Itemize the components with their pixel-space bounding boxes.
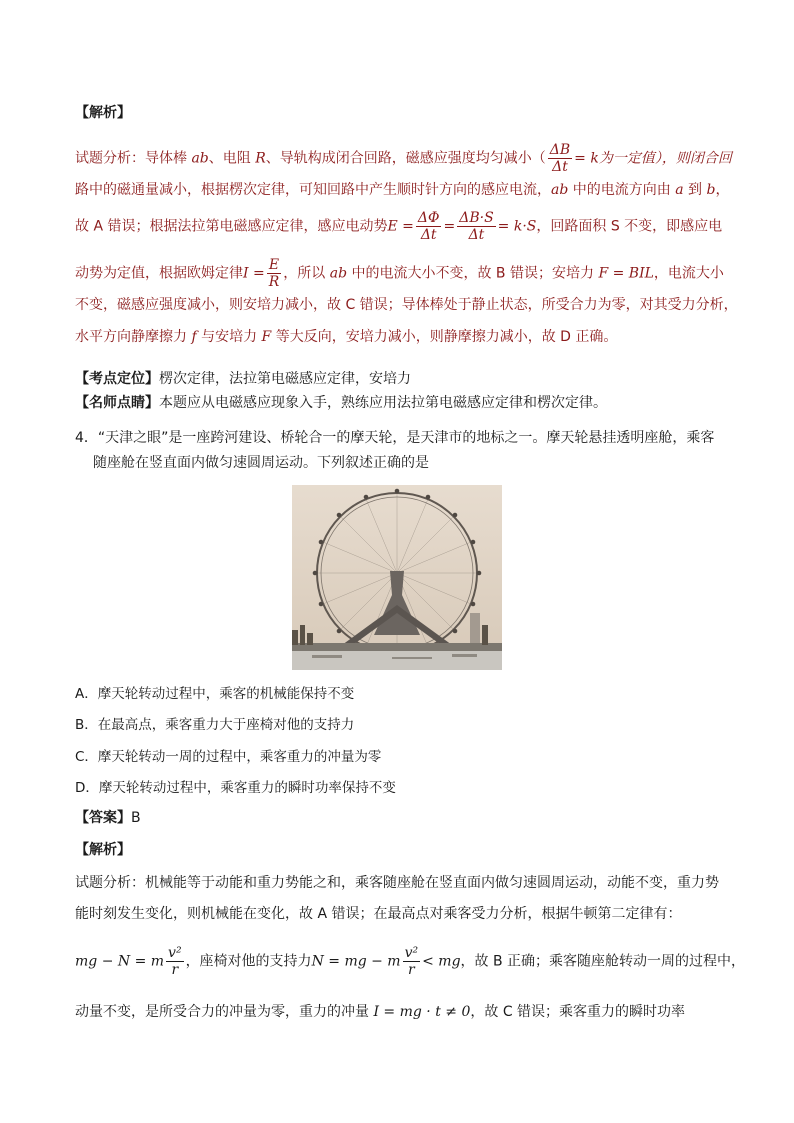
kaodian-line: 【考点定位】楞次定律，法拉第电磁感应定律，安培力: [75, 371, 411, 387]
mingshi-line: 【名师点睛】本题应从电磁感应现象入手，熟练应用法拉第电磁感应定律和楞次定律。: [75, 395, 607, 411]
option-a: A．摩天轮转动过程中，乘客的机械能保持不变: [75, 686, 355, 702]
question-4-line-1: 4．“天津之眼”是一座跨河建设、桥轮合一的摩天轮，是天津市的地标之一。摩天轮悬挂透明座舱，乘客: [75, 430, 715, 446]
answer-line: 【答案】B: [75, 810, 141, 826]
analysis-line-6: 水平方向静摩擦力 f 与安培力 F 等大反向，安培力减小，则静摩擦力减小，故 D 正确。: [75, 329, 618, 345]
analysis-line-3: 故 A 错误；根据法拉第电磁感应定律，感应电动势E = $\frac{\Delta\Phi}{\Delta t}$ = $\frac{\Delta B\cdot S}{\Delta t}$ = k·S，回路面积 S 不变，即感应电: [75, 210, 723, 243]
option-d: D．摩天轮转动过程中，乘客重力的瞬时功率保持不变: [75, 780, 396, 796]
analysis-2-line-4: 动量不变，是所受合力的冲量为零，重力的冲量 I = mg · t ≠ 0，故 C 错误；乘客重力的瞬时功率: [75, 1004, 686, 1020]
analysis-line-5: 不变，磁感应强度减小，则安培力减小，故 C 错误；导体棒处于静止状态，所受合力为零，对其受力分析，: [75, 297, 738, 313]
analysis-line-1: 试题分析：导体棒 ab、电阻 R、导轨构成闭合回路，磁感应强度均匀减小（ $\frac{\Delta B}{\Delta t}$ = k为一定值），则闭合回: [75, 142, 732, 175]
analysis-2-heading: 【解析】: [75, 842, 131, 858]
analysis-line-2: 路中的磁通量减小，根据楞次定律，可知回路中产生顺时针方向的感应电流，ab 中的电流方向由 a 到 b，: [75, 182, 730, 198]
option-b: B．在最高点，乘客重力大于座椅对他的支持力: [75, 717, 355, 733]
analysis-2-line-2: 能时刻发生变化，则机械能在变化，故 A 错误；在最高点对乘客受力分析，根据牛顿第二定律有：: [75, 906, 682, 922]
analysis-2-line-1: 试题分析：机械能等于动能和重力势能之和，乘客随座舱在竖直面内做匀速圆周运动，动能不变，重力势: [75, 875, 719, 891]
analysis-2-line-3: mg − N = m $\frac{\text{v²}}{r}$ ，座椅对他的支持力N = mg − m $\frac{\text{v²}}{r}$ < mg，故 B 正确；乘客随座舱转动一周的过程中，: [75, 945, 746, 978]
analysis-heading: 【解析】: [75, 105, 131, 121]
option-c: C．摩天轮转动一周的过程中，乘客重力的冲量为零: [75, 749, 382, 765]
question-4-line-2: 随座舱在竖直面内做匀速圆周运动。下列叙述正确的是: [93, 455, 429, 471]
ferris-wheel-photo: [292, 485, 502, 670]
analysis-line-4: 动势为定值，根据欧姆定律I = $\frac{E}{R}$ ，所以 ab 中的电流大小不变，故 B 错误；安培力 F = BIL，电流大小: [75, 257, 724, 290]
